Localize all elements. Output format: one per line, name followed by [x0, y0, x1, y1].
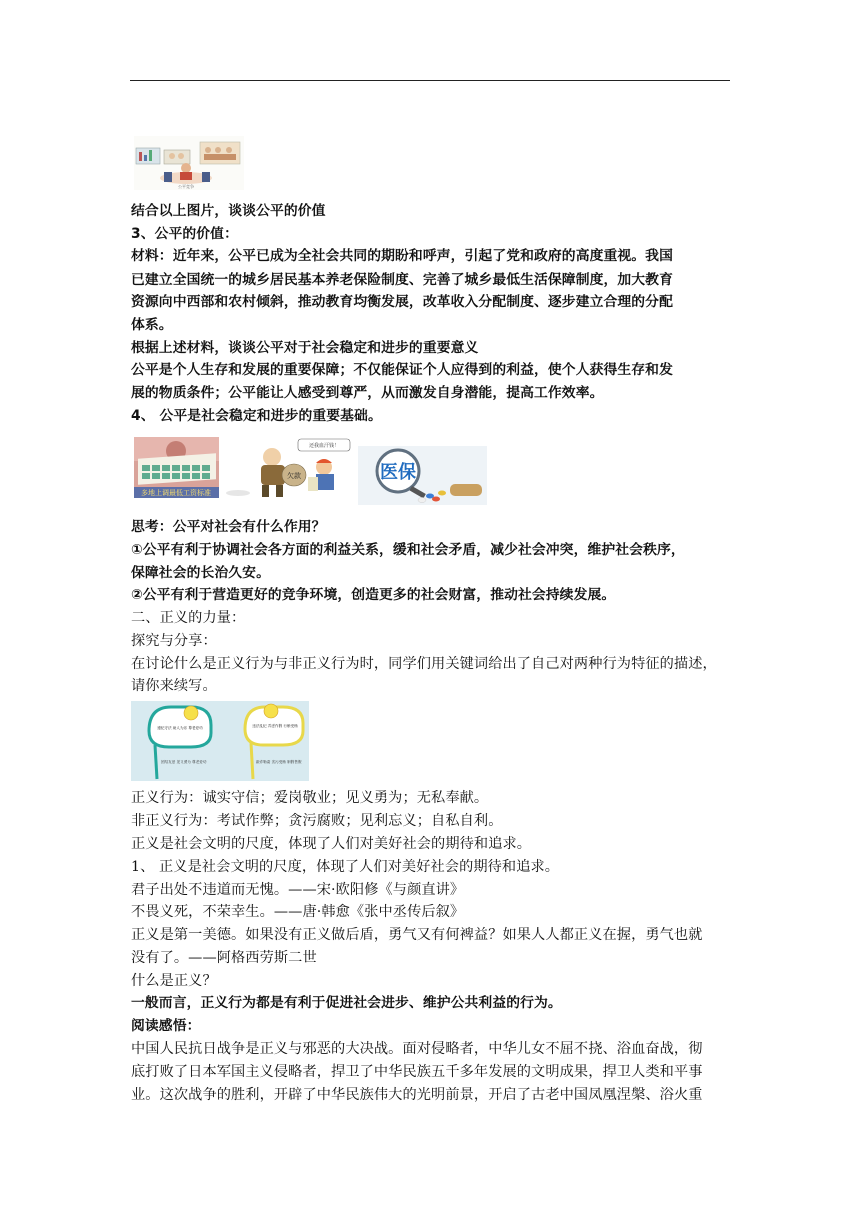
text-line: 君子出处不违道而无愧。——宋·欧阳修《与颜直讲》	[131, 882, 465, 898]
text-line: 底打败了日本军国主义侵略者，捍卫了中华民族五千多年发展的文明成果，捍卫人类和平事	[131, 1064, 703, 1080]
cartoon-bag-label: 欠款	[287, 472, 301, 480]
justice-left-items: 团结友爱 见义勇为 尊老爱幼	[161, 760, 207, 764]
text-line: 中国人民抗日战争是正义与邪恶的大决战。面对侵略者，中华儿女不屈不挠、浴血奋战，彻	[131, 1041, 703, 1057]
text-line: 正义行为：诚实守信；爱岗敬业；见义勇为；无私奉献。	[131, 790, 489, 806]
text-line: 根据上述材料，谈谈公平对于社会稳定和进步的重要意义	[131, 340, 479, 356]
text-line: 正义是第一美德。如果没有正义做后盾，勇气又有何裨益？如果人人都正义在握，勇气也就	[131, 927, 703, 943]
text-line: 资源向中西部和农村倾斜，推动教育均衡发展，改革收入分配制度、逐步建立合理的分配	[131, 294, 673, 310]
section-heading: 二、正义的力量：	[131, 610, 246, 626]
text-line: ②公平有利于营造更好的竞争环境，创造更多的社会财富，推动社会持续发展。	[131, 587, 616, 603]
header-rule	[130, 80, 730, 81]
text-line: 展的物质条件；公平能让人感受到尊严，从而激发自身潜能，提高工作效率。	[131, 385, 604, 401]
section-heading: 4、 公平是社会稳定和进步的重要基础。	[131, 408, 382, 424]
medical-insurance-image	[358, 446, 487, 505]
medical-sign: 医保	[380, 462, 416, 483]
minimum-wage-image	[134, 437, 219, 498]
text-line: 业。这次战争的胜利，开辟了中华民族伟大的光明前景，开启了古老中国凤凰涅槃、浴火重	[131, 1087, 703, 1103]
text-line: 保障社会的长治久安。	[131, 565, 270, 581]
meeting-caption: 公平竞争	[178, 184, 194, 189]
section-heading: 阅读感悟：	[131, 1018, 201, 1034]
justice-behaviors-image	[131, 701, 309, 781]
wage-arrears-cartoon	[226, 437, 353, 500]
minimum-wage-caption: 多地上调最低工资标准	[141, 489, 211, 497]
text-line: 探究与分享：	[131, 633, 217, 649]
text-line: 请你来续写。	[131, 678, 217, 694]
text-line: 非正义行为：考试作弊；贪污腐败；见利忘义；自私自利。	[131, 813, 503, 829]
text-line: ①公平有利于协调社会各方面的利益关系，缓和社会矛盾，减少社会冲突，维护社会秩序，	[131, 542, 685, 558]
text-line: 结合以上图片，谈谈公平的价值	[131, 203, 326, 219]
text-line: 一般而言，正义行为都是有利于促进社会进步、维护公共利益的行为。	[131, 995, 562, 1011]
text-line: 没有了。——阿格西劳斯二世	[131, 950, 317, 966]
meeting-illustration	[134, 136, 244, 190]
section-heading: 1、 正义是社会文明的尺度，体现了人们对美好社会的期待和追求。	[131, 859, 560, 875]
text-line: 思考：公平对社会有什么作用？	[131, 519, 326, 535]
text-line: 在讨论什么是正义行为与非正义行为时，同学们用关键词给出了自己对两种行为特征的描述，	[131, 656, 717, 672]
justice-right-items: 敲诈勒索 贪污受贿 制假售假	[256, 760, 302, 764]
text-line: 体系。	[131, 317, 173, 333]
justice-left-tag: 遵纪守法 助人为乐 尊老爱幼	[157, 726, 203, 730]
text-line: 正义是社会文明的尺度，体现了人们对美好社会的期待和追求。	[131, 836, 532, 852]
justice-right-tag: 违法乱纪 弄虚作假 行贿受贿	[252, 724, 298, 728]
cartoon-speech-bubble: 还我血汗钱！	[308, 443, 340, 449]
text-line: 已建立全国统一的城乡居民基本养老保险制度、完善了城乡最低生活保障制度，加大教育	[131, 272, 673, 288]
text-line: 不畏义死，不荣幸生。——唐·韩愈《张中丞传后叙》	[131, 904, 465, 920]
text-line: 公平是个人生存和发展的重要保障；不仅能保证个人应得到的利益，使个人获得生存和发	[131, 362, 673, 378]
text-line: 什么是正义？	[131, 973, 217, 989]
text-line: 材料：近年来，公平已成为全社会共同的期盼和呼声，引起了党和政府的高度重视。我国	[131, 248, 673, 264]
section-heading: 3、公平的价值：	[131, 226, 238, 242]
